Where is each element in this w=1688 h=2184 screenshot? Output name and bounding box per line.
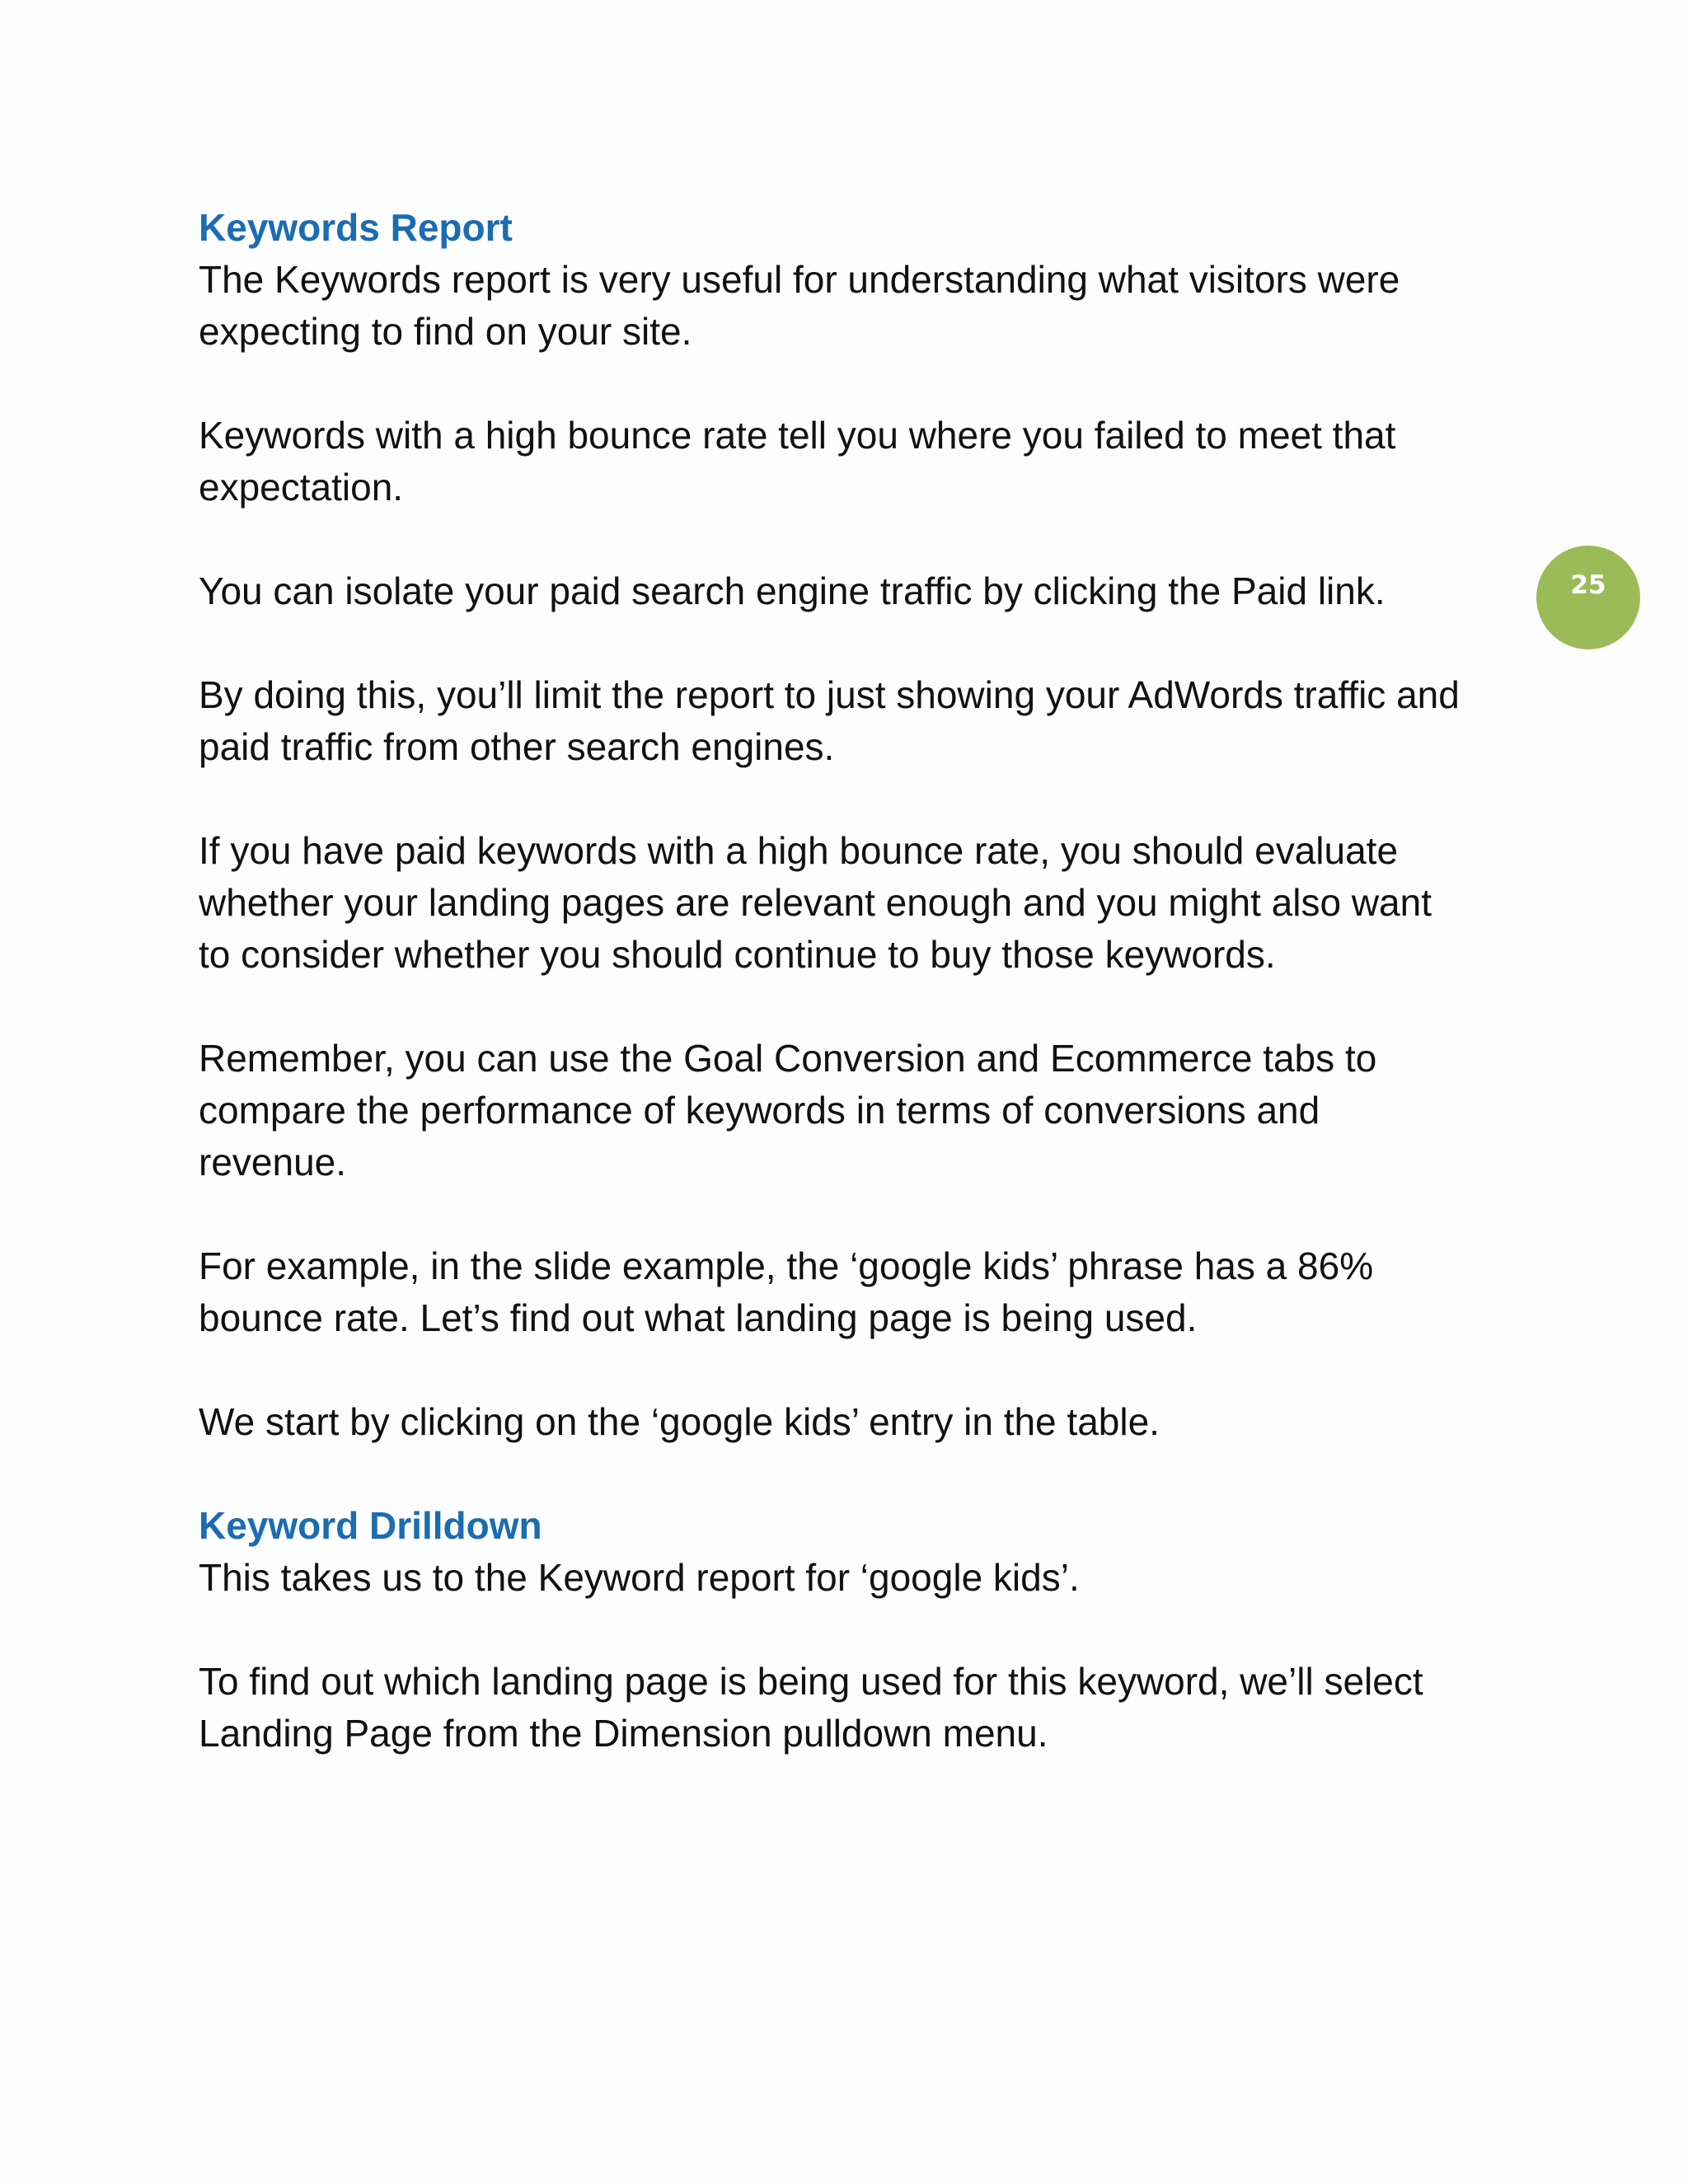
text-line: bounce rate. Let’s find out what landing page is being used. <box>199 1296 1198 1339</box>
text-line: whether your landing pages are relevant enough and you might also want <box>199 881 1432 924</box>
text-line: We start by clicking on the ‘google kids’ entry in the table. <box>199 1400 1160 1443</box>
text-line: To find out which landing page is being used for this keyword, we’ll select <box>199 1660 1423 1703</box>
text-line: Landing Page from the Dimension pulldown menu. <box>199 1712 1048 1755</box>
paragraph <box>199 254 1550 358</box>
paragraph <box>199 565 1550 617</box>
page-number: 25 <box>1570 570 1606 600</box>
text-line: You can isolate your paid search engine traffic by clicking the Paid link. <box>199 569 1386 612</box>
paragraph <box>199 410 1550 513</box>
text-line: By doing this, you’ll limit the report to just showing your AdWords traffic and <box>199 673 1460 716</box>
paragraph <box>199 1240 1550 1344</box>
page-content <box>199 202 1550 1811</box>
text-line: For example, in the slide example, the ‘google kids’ phrase has a 86% <box>199 1244 1374 1287</box>
section-heading-keyword-drilldown: Keyword Drilldown <box>199 1504 542 1547</box>
paragraph <box>199 1552 1550 1604</box>
paragraph <box>199 669 1550 773</box>
section-heading-keywords-report: Keywords Report <box>199 206 513 249</box>
text-line: to consider whether you should continue to buy those keywords. <box>199 933 1276 976</box>
paragraph <box>199 1396 1550 1448</box>
text-line: revenue. <box>199 1141 347 1183</box>
paragraph <box>199 825 1550 981</box>
text-line: Remember, you can use the Goal Conversion and Ecommerce tabs to <box>199 1037 1377 1080</box>
paragraph <box>199 1033 1550 1188</box>
page-number-badge <box>1536 546 1640 649</box>
text-line: paid traffic from other search engines. <box>199 725 835 768</box>
paragraph <box>199 1656 1550 1760</box>
text-line: expecting to find on your site. <box>199 310 692 353</box>
text-line: If you have paid keywords with a high bounce rate, you should evaluate <box>199 829 1399 872</box>
text-line: The Keywords report is very useful for understanding what visitors were <box>199 258 1400 301</box>
text-line: This takes us to the Keyword report for ‘google kids’. <box>199 1556 1080 1599</box>
text-line: Keywords with a high bounce rate tell you where you failed to meet that <box>199 414 1396 457</box>
text-line: compare the performance of keywords in terms of conversions and <box>199 1089 1320 1132</box>
text-line: expectation. <box>199 466 404 509</box>
